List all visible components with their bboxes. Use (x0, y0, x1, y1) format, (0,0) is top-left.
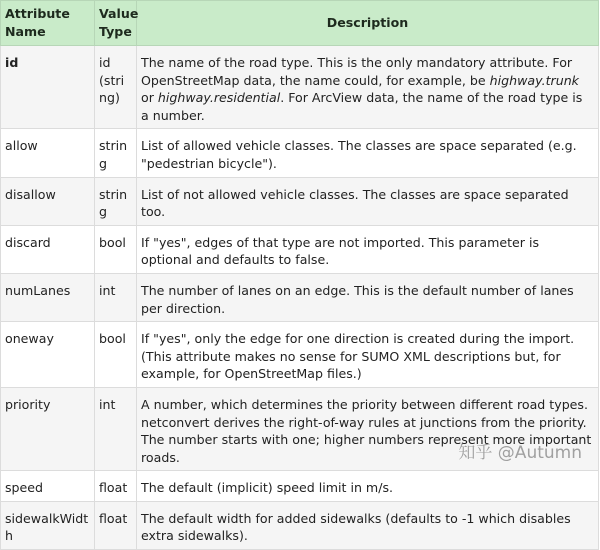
row-allow-type: string (95, 129, 137, 177)
table-row (1, 501, 599, 549)
desc-example-trunk: highway.trunk (489, 72, 579, 88)
row-oneway-type: bool (95, 322, 137, 388)
row-sidewalkwidth-description: The default width for added sidewalks (defaults to -1 which disables extra sidewalks). (137, 501, 599, 549)
row-allow-name: allow (1, 129, 95, 177)
row-numlanes-type: int (95, 273, 137, 321)
table-row (1, 225, 599, 273)
row-disallow-description: List of not allowed vehicle classes. The classes are space separated too. (137, 177, 599, 225)
header-attribute-name: Attribute Name (1, 1, 95, 46)
table-row (1, 471, 599, 502)
row-priority-type: int (95, 387, 137, 470)
desc-text: or (141, 90, 158, 106)
row-id-type: id (string) (95, 46, 137, 129)
row-sidewalkwidth-name: sidewalkWidth (1, 501, 95, 549)
watermark-label: 知乎 @Autumn (458, 443, 582, 463)
desc-text: . For ArcView data, the name of the road type is a number. (141, 90, 583, 123)
table-row (1, 46, 599, 129)
row-discard-name: discard (1, 225, 95, 273)
row-numlanes-description: The number of lanes on an edge. This is the default number of lanes per direction. (137, 273, 599, 321)
row-disallow-name: disallow (1, 177, 95, 225)
row-sidewalkwidth-type: float (95, 501, 137, 549)
row-priority-name: priority (1, 387, 95, 470)
table-row (1, 129, 599, 177)
table-row (1, 177, 599, 225)
row-oneway-name: oneway (1, 322, 95, 388)
table-row (1, 322, 599, 388)
row-allow-description: List of allowed vehicle classes. The classes are space separated (e.g. "pedestrian bicycle"). (137, 129, 599, 177)
row-id-name: id (1, 46, 95, 129)
header-description: Description (137, 1, 599, 46)
row-discard-type: bool (95, 225, 137, 273)
row-speed-type: float (95, 471, 137, 502)
row-numlanes-name: numLanes (1, 273, 95, 321)
row-speed-description: The default (implicit) speed limit in m/s. (137, 471, 599, 502)
row-disallow-type: string (95, 177, 137, 225)
row-oneway-description: If "yes", only the edge for one direction is created during the import. (This attribute makes no sense for SUMO XML descriptions but, for example, for OpenStreetMap files.) (137, 322, 599, 388)
row-priority-description: A number, which determines the priority between different road types. netconvert derives the right-of-way rules at junctions from the priority. The number starts with one; higher numbers represent more important roads. (137, 387, 599, 470)
desc-example-residential: highway.residential (157, 90, 281, 106)
row-speed-name: speed (1, 471, 95, 502)
desc-text: The name of the road type. This is the only mandatory attribute. For OpenStreetMap data, the name could, for example, be (141, 55, 573, 88)
table-row (1, 273, 599, 321)
row-id-description (137, 46, 599, 129)
row-discard-description: If "yes", edges of that type are not imported. This parameter is optional and defaults to false. (137, 225, 599, 273)
table-header-row (1, 1, 599, 46)
header-value-type: Value Type (95, 1, 137, 46)
